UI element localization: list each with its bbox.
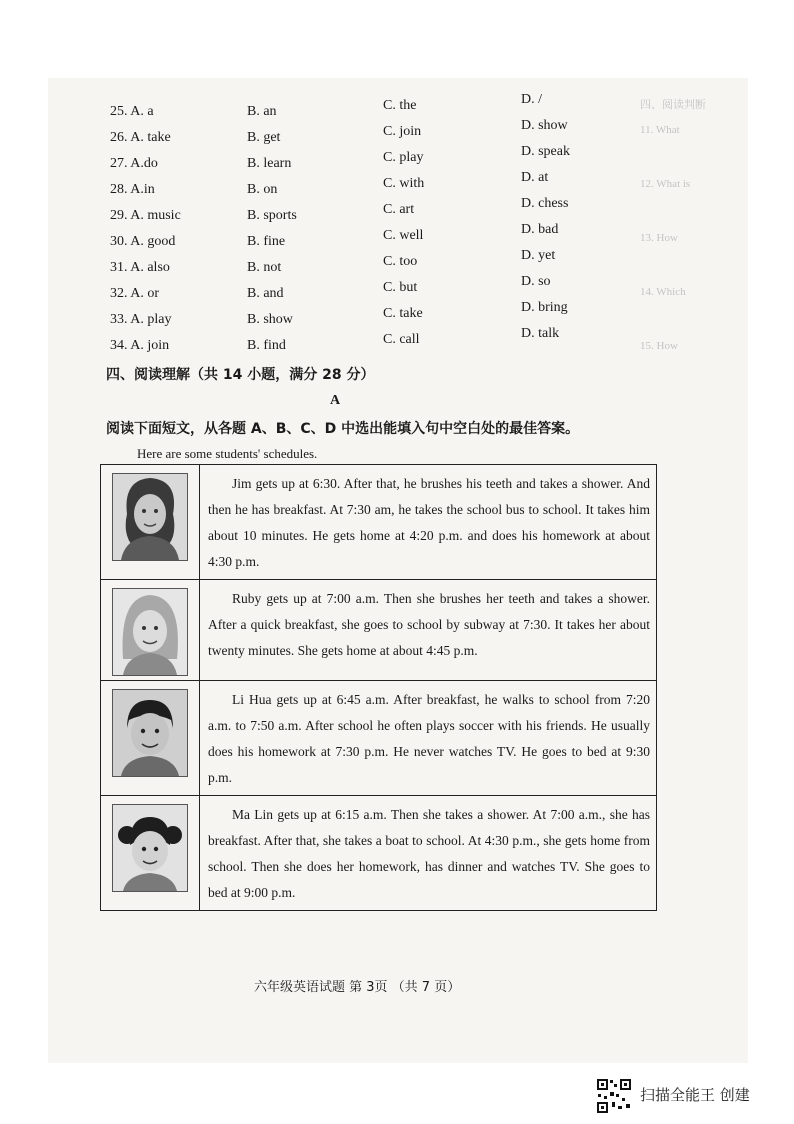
choice-b: B. an [247, 104, 277, 119]
choice-c: C. too [383, 254, 418, 269]
choice-c: C. join [383, 124, 422, 139]
bleed-through-text: 12. What is [640, 178, 691, 190]
choice-a: 26. A. take [110, 130, 171, 145]
choice-d: D. bring [521, 300, 568, 315]
student-photo-ruby [112, 588, 188, 676]
schedule-text-cell [200, 580, 657, 681]
choice-b: B. and [247, 286, 284, 301]
choice-a: 27. A.do [110, 156, 158, 171]
table-row [101, 465, 657, 580]
schedule-ruby: Ruby gets up at 7:00 a.m. Then she brushes her teeth and takes a shower. After a quick breakfast, she goes to school by subway at 7:30. It takes her about twenty minutes. She gets home at about 4:45 p.m. [208, 591, 650, 658]
schedule-jim: Jim gets up at 6:30. After that, he brushes his teeth and takes a shower. And then he has breakfast. At 7:30 am, he takes the school bus to school. It takes him about 10 minutes. He gets home at 4:20 p.m. and does his homework at about 4:30 p.m. [208, 476, 650, 569]
passage-label: A [330, 393, 341, 408]
bleed-through-text: 四、阅读判断 [640, 99, 706, 111]
student-photo-ma-lin [112, 804, 188, 892]
choice-a: 30. A. good [110, 234, 176, 249]
choice-b: B. find [247, 338, 286, 353]
choice-d: D. bad [521, 222, 559, 237]
choice-b: B. sports [247, 208, 297, 223]
schedule-text-cell [200, 796, 657, 911]
choice-d: D. / [521, 92, 542, 107]
choice-b: B. fine [247, 234, 286, 249]
schedule-text-cell [200, 465, 657, 580]
choice-c: C. but [383, 280, 418, 295]
choice-b: B. not [247, 260, 282, 275]
bleed-through-text: 13. How [640, 232, 678, 244]
choice-d: D. at [521, 170, 549, 185]
choice-c: C. with [383, 176, 425, 191]
choice-b: B. get [247, 130, 281, 145]
table-row [101, 681, 657, 796]
photo-cell [101, 580, 200, 681]
photo-cell [101, 796, 200, 911]
choice-a: 33. A. play [110, 312, 172, 327]
choice-c: C. play [383, 150, 424, 165]
photo-cell [101, 681, 200, 796]
choice-a: 25. A. a [110, 104, 154, 119]
choice-c: C. take [383, 306, 423, 321]
table-row [101, 796, 657, 911]
table-row [101, 580, 657, 681]
choice-d: D. yet [521, 248, 556, 263]
choice-a: 29. A. music [110, 208, 181, 223]
student-photo-jim [112, 473, 188, 561]
section-instruction: 阅读下面短文，从各题 A、B、C、D 中选出能填入句中空白处的最佳答案。 [106, 421, 580, 437]
choice-c: C. the [383, 98, 417, 113]
schedule-text-cell [200, 681, 657, 796]
choice-d: D. so [521, 274, 551, 289]
choice-c: C. call [383, 332, 420, 347]
page-footer: 六年级英语试题 第 3页 （共 7 页） [254, 980, 461, 995]
photo-cell [101, 465, 200, 580]
choice-b: B. on [247, 182, 278, 197]
passage-intro: Here are some students' schedules. [137, 446, 318, 461]
schedule-ma-lin: Ma Lin gets up at 6:15 a.m. Then she takes a shower. At 7:00 a.m., she has breakfast. After that, she takes a boat to school. At 4:30 p.m., she gets home from school. Then she does her homework, has dinner and watches TV. She goes to bed at 9:00 p.m. [208, 807, 650, 900]
bleed-through-text: 14. Which [640, 286, 686, 298]
choice-a: 34. A. join [110, 338, 170, 353]
choice-d: D. show [521, 118, 568, 133]
scanner-watermark: 扫描全能王 创建 [640, 1086, 750, 1104]
choice-c: C. well [383, 228, 424, 243]
schedules-table [100, 464, 657, 911]
bleed-through-text: 15. How [640, 340, 678, 352]
qr-code-icon [596, 1078, 632, 1114]
choice-d: D. speak [521, 144, 570, 159]
section-title: 四、阅读理解（共 14 小题，满分 28 分） [106, 367, 375, 383]
choice-d: D. chess [521, 196, 569, 211]
schedule-li-hua: Li Hua gets up at 6:45 a.m. After breakfast, he walks to school from 7:20 a.m. to 7:50 a.m. After school he often plays soccer with his friends. He usually does his homework at 7:30 p.m. He never watches TV. He goes to bed at 9:30 p.m. [208, 692, 650, 785]
bleed-through-text: 11. What [640, 124, 680, 136]
choice-b: B. show [247, 312, 293, 327]
choice-c: C. art [383, 202, 415, 217]
student-photo-li-hua [112, 689, 188, 777]
choice-b: B. learn [247, 156, 292, 171]
choice-a: 31. A. also [110, 260, 170, 275]
choice-d: D. talk [521, 326, 560, 341]
choice-a: 32. A. or [110, 286, 159, 301]
choice-a: 28. A.in [110, 182, 155, 197]
